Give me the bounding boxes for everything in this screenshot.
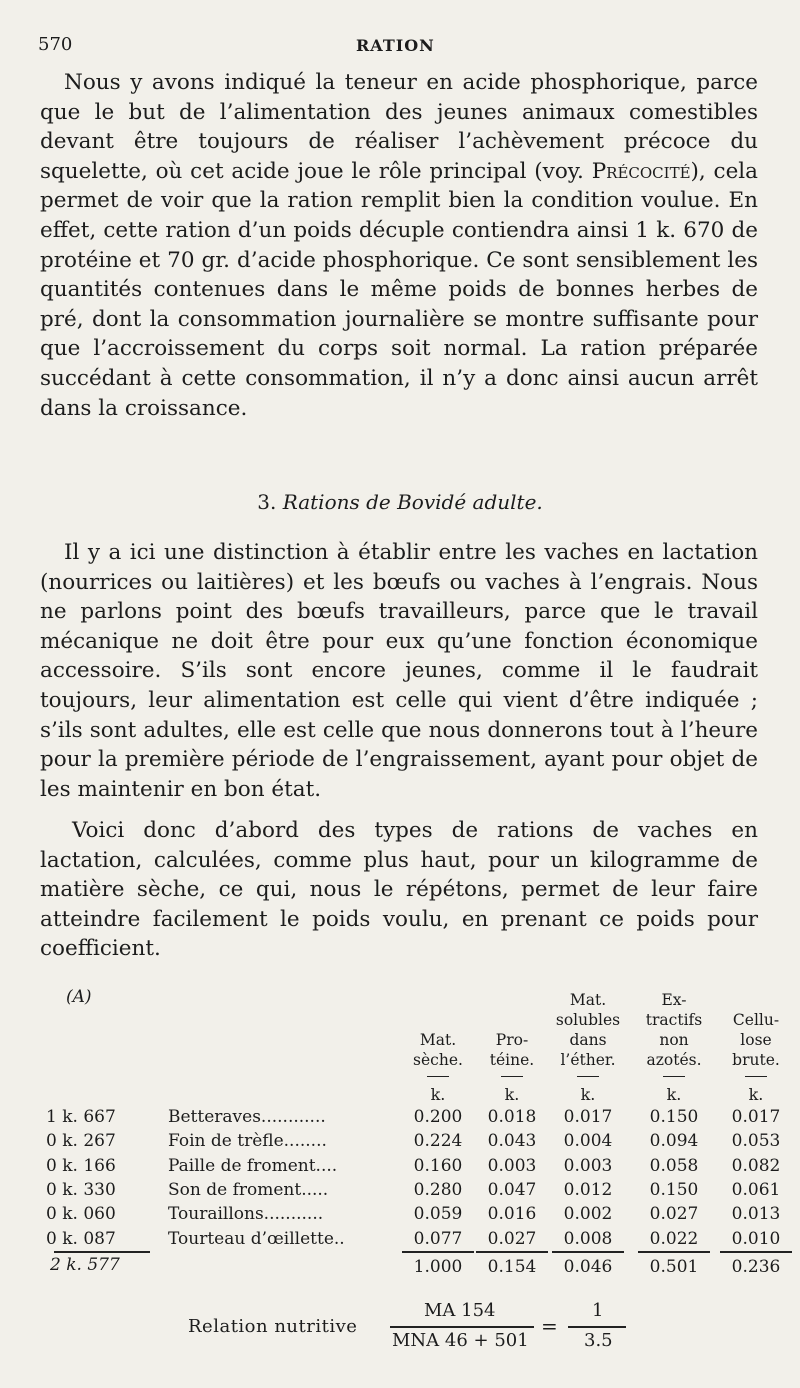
row-feed-name: Son de froment.....	[168, 1179, 329, 1200]
result-denominator: 3.5	[584, 1330, 613, 1351]
header-dash	[577, 1076, 599, 1077]
column-total: 1.000	[413, 1257, 463, 1277]
column-header-line: Pro-	[495, 1031, 529, 1049]
column-header-line: azotés.	[646, 1051, 702, 1069]
cross-reference: Précocité	[591, 158, 691, 184]
header-dash	[501, 1076, 523, 1077]
header-dash	[663, 1076, 685, 1077]
row-value: 0.280	[413, 1179, 463, 1200]
row-value: 0.010	[731, 1228, 781, 1249]
row-value: 0.013	[731, 1204, 781, 1225]
column-total: 0.236	[731, 1257, 781, 1277]
table-row	[40, 1204, 781, 1228]
row-value: 0.160	[413, 1155, 463, 1176]
table-row	[40, 1107, 781, 1131]
fraction-bar	[390, 1326, 534, 1328]
row-value: 0.150	[649, 1107, 699, 1127]
row-value: 0.018	[487, 1107, 537, 1127]
row-value: 0.012	[563, 1179, 613, 1200]
result-numerator: 1	[592, 1300, 604, 1321]
unit-label: k.	[748, 1085, 764, 1104]
row-value: 0.003	[487, 1155, 537, 1176]
quantity-sum-rule	[54, 1251, 150, 1253]
row-value: 0.059	[413, 1204, 463, 1225]
row-value: 0.003	[563, 1155, 613, 1176]
table-label: (A)	[66, 987, 92, 1007]
row-value: 0.022	[649, 1228, 699, 1249]
row-value: 0.047	[487, 1179, 537, 1200]
section-heading	[0, 490, 800, 514]
column-header-line: dans	[569, 1031, 607, 1049]
column-header-line: téine.	[489, 1051, 535, 1069]
row-value: 0.058	[649, 1155, 699, 1176]
paragraph-1-before: Nous y avons indiqué la teneur en acide phosphorique, parce que le but de l’alimentation des jeunes animaux comestibles devant être toujours de réaliser l’achèvement précoce du squelette, où cet acide joue le rôle principal (voy.	[40, 70, 758, 184]
table-row	[40, 1179, 781, 1204]
column-total: 0.154	[487, 1257, 537, 1277]
row-feed-name: Paille de froment....	[168, 1155, 338, 1176]
unit-label: k.	[504, 1085, 520, 1104]
table-row	[40, 1228, 781, 1253]
relation-denominator: MNA 46 + 501	[392, 1330, 529, 1351]
row-value: 0.008	[563, 1228, 613, 1249]
row-value: 0.027	[487, 1228, 537, 1249]
unit-label: k.	[580, 1085, 596, 1104]
relation-label: Relation nutritive	[188, 1316, 358, 1337]
column-header-line: non	[659, 1031, 689, 1049]
row-value: 0.017	[563, 1107, 613, 1127]
relation-numerator: MA 154	[424, 1300, 496, 1321]
column-header	[716, 1010, 796, 1070]
column-header	[548, 990, 628, 1070]
total-quantity: 2 k. 577	[50, 1255, 120, 1275]
row-value: 0.004	[563, 1131, 613, 1152]
row-value: 0.016	[487, 1204, 537, 1225]
row-value: 0.061	[731, 1179, 781, 1200]
row-value: 0.053	[731, 1131, 781, 1152]
row-quantity: 0 k. 060	[46, 1204, 116, 1225]
column-header-line: Mat.	[569, 991, 607, 1009]
row-value: 0.150	[649, 1179, 699, 1200]
ration-table	[40, 985, 781, 1285]
section-title: Rations de Bovidé adulte.	[282, 490, 543, 514]
page-header	[38, 34, 760, 58]
row-quantity: 0 k. 166	[46, 1155, 116, 1176]
column-header-line: l’éther.	[560, 1051, 616, 1069]
column-header-line: lose	[740, 1031, 772, 1049]
paragraph-1-after: ), cela permet de voir que la ration remplit bien la condition voulue. En effet, cette ration d’un poids décuple contiendra ainsi 1 k. 670 de protéine et 70 gr. d’acide phosphorique. Ce sont sensiblement les quantités contenues dans le même poids de bonnes herbes de pré, dont la consommation journalière se montre suffisante pour que l’accroissement du corps soit normal. La ration préparée succédant à cette consommation, il n’y a donc ainsi aucun arrêt dans la croissance.	[40, 158, 759, 421]
paragraph-3: Voici donc d’abord des types de rations de vaches en lactation, calculées, comme plus haut, pour un kilogramme de matière sèche, ce qui, nous le répétons, permet de leur faire atteindre facilement le poids voulu, en prenant ce poids pour coefficient.	[40, 818, 758, 962]
column-header-line: sèche.	[413, 1051, 463, 1069]
column-header-line: solubles	[555, 1011, 621, 1029]
nutritive-relation	[0, 1300, 800, 1360]
column-header	[472, 1030, 552, 1070]
column-header-line: Cellu-	[732, 1011, 780, 1029]
row-feed-name: Foin de trèfle........	[168, 1131, 327, 1152]
header-dash	[745, 1076, 767, 1077]
row-quantity: 1 k. 667	[46, 1107, 116, 1127]
paragraph-1	[40, 68, 758, 423]
column-header-line: brute.	[732, 1051, 780, 1069]
column-header	[634, 990, 714, 1070]
running-head: RATION	[356, 36, 435, 55]
row-feed-name: Betteraves............	[168, 1107, 326, 1127]
row-value: 0.200	[413, 1107, 463, 1127]
unit-label: k.	[666, 1085, 682, 1104]
page-number: 570	[38, 34, 73, 55]
unit-label: k.	[430, 1085, 446, 1104]
row-value: 0.082	[731, 1155, 781, 1176]
column-header-line: tractifs	[645, 1011, 703, 1029]
column-header	[398, 1030, 478, 1070]
row-quantity: 0 k. 087	[46, 1228, 116, 1249]
row-value: 0.224	[413, 1131, 463, 1152]
column-header-line: Ex-	[661, 991, 687, 1009]
row-feed-name: Tourteau d’œillette..	[168, 1228, 345, 1249]
row-feed-name: Touraillons...........	[168, 1204, 324, 1225]
column-header-line: Mat.	[419, 1031, 457, 1049]
table-row	[40, 1131, 781, 1155]
row-quantity: 0 k. 330	[46, 1179, 116, 1200]
row-quantity: 0 k. 267	[46, 1131, 116, 1152]
table-row	[40, 1155, 781, 1180]
row-value: 0.017	[731, 1107, 781, 1127]
row-value: 0.094	[649, 1131, 699, 1152]
row-value: 0.027	[649, 1204, 699, 1225]
header-dash	[427, 1076, 449, 1077]
section-number: 3.	[257, 490, 277, 514]
paragraph-2: Il y a ici une distinction à établir entre les vaches en lactation (nourrices ou laitières) et les bœufs ou vaches à l’engrais. Nous ne parlons point des bœufs travailleurs, parce que le travail mécanique ne doit être pour eux qu’une fonction économique accessoire. S’ils sont encore jeunes, comme il le faudrait toujours, leur alimentation est celle qui vient d’être indiquée ; s’ils sont adultes, elle est celle que nous donnerons tout à l’heure pour la première période de l’engraissement, ayant pour objet de les maintenir en bon état.	[40, 540, 758, 802]
row-value: 0.043	[487, 1131, 537, 1152]
row-value: 0.002	[563, 1204, 613, 1225]
row-value: 0.077	[413, 1228, 463, 1249]
column-total: 0.501	[649, 1257, 699, 1277]
column-total: 0.046	[563, 1257, 613, 1277]
equals-sign: =	[541, 1314, 558, 1338]
fraction-bar	[568, 1326, 626, 1328]
